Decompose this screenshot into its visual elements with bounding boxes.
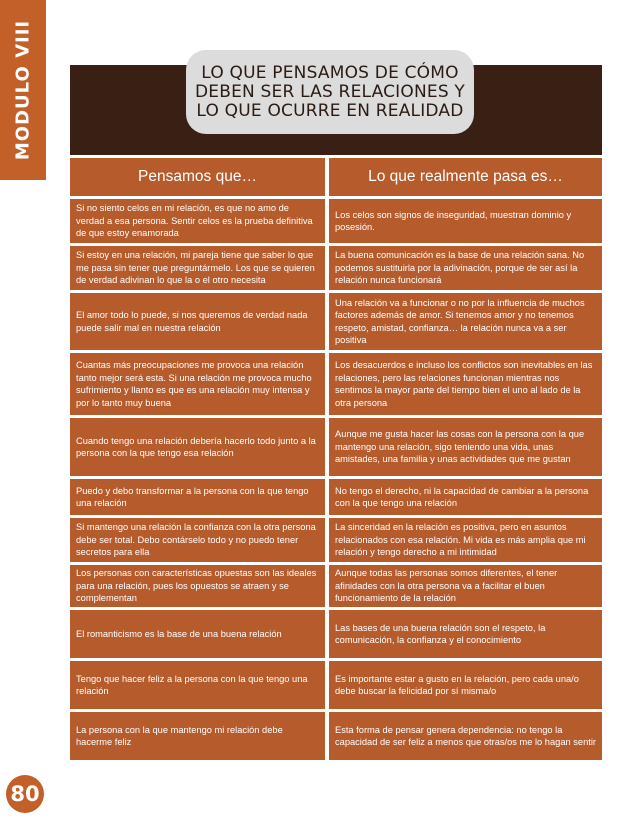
title-line-3: LO QUE OCURRE EN REALIDAD xyxy=(196,100,464,121)
belief-cell: La persona con la que mantengo mi relación debe hacerme feliz xyxy=(70,712,325,760)
table-row xyxy=(70,518,602,562)
table-row xyxy=(70,565,602,607)
module-label: MODULO VIII xyxy=(12,19,34,161)
reality-cell: Es importante estar a gusto en la relación, pero cada una/o debe buscar la felicidad por sí misma/o xyxy=(329,661,602,709)
column-header-left: Pensamos que… xyxy=(70,158,325,196)
reality-cell: Aunque me gusta hacer las cosas con la persona con la que mantengo una relación, sigo teniendo una vida, unas amistades, una familia y unas actividades que me gustan xyxy=(329,418,602,476)
table-header-row xyxy=(70,158,602,196)
reality-cell: No tengo el derecho, ni la capacidad de cambiar a la persona con la que tengo una relación xyxy=(329,479,602,515)
reality-cell: Una relación va a funcionar o no por la influencia de muchos factores además de amor. Si tenemos amor y no tenemos respeto, amistad, confianza… la relación nunca va a ser positiva xyxy=(329,293,602,350)
belief-cell: El amor todo lo puede, si nos queremos de verdad nada puede salir mal en nuestra relación xyxy=(70,293,325,350)
table-row xyxy=(70,199,602,243)
table-row xyxy=(70,712,602,760)
reality-cell: Esta forma de pensar genera dependencia: no tengo la capacidad de ser feliz a menos que otras/os me lo hagan sentir xyxy=(329,712,602,760)
table-row xyxy=(70,661,602,709)
table-row xyxy=(70,418,602,476)
title-line-1: LO QUE PENSAMOS DE CÓMO xyxy=(201,62,459,83)
reality-cell: La sinceridad en la relación es positiva, pero en asuntos relacionados con esa relación. Mi vida es más amplia que mi relación y tengo derecho a mi intimidad xyxy=(329,518,602,562)
belief-cell: Si mantengo una relación la confianza con la otra persona debe ser total. Debo contárselo todo y no puedo tener secretos para ella xyxy=(70,518,325,562)
table-row xyxy=(70,353,602,415)
reality-cell: Los celos son signos de inseguridad, muestran dominio y posesión. xyxy=(329,199,602,243)
belief-cell: El romanticismo es la base de una buena relación xyxy=(70,610,325,658)
column-header-right: Lo que realmente pasa es… xyxy=(329,158,602,196)
module-tab xyxy=(0,0,46,180)
reality-cell: Los desacuerdos e incluso los conflictos son inevitables en las relaciones, pero las relaciones funcionan mientras nos sentimos la mayor parte del tiempo bien el uno al lado de la otra persona xyxy=(329,353,602,415)
page-number: 80 xyxy=(6,775,44,813)
reality-cell: Las bases de una buena relación son el respeto, la comunicación, la confianza y el conocimiento xyxy=(329,610,602,658)
title-line-2: DEBEN SER LAS RELACIONES Y xyxy=(194,81,466,102)
belief-cell: Los personas con características opuestas son las ideales para una relación, pues los opuestos se atraen y se complementan xyxy=(70,565,325,607)
table-row xyxy=(70,246,602,290)
page-title xyxy=(186,50,474,134)
belief-cell: Cuantas más preocupaciones me provoca una relación tanto mejor será esta. Si una relación me provoca mucho sufrimiento y llanto es que es una relación muy intensa y por lo tanto muy buena xyxy=(70,353,325,415)
belief-cell: Tengo que hacer feliz a la persona con la que tengo una relación xyxy=(70,661,325,709)
table-row xyxy=(70,610,602,658)
reality-cell: La buena comunicación es la base de una relación sana. No podemos sustituirla por la adivinación, porque de ser así la relación nunca funcionará xyxy=(329,246,602,290)
reality-cell: Aunque todas las personas somos diferentes, el tener afinidades con la otra persona va a facilitar el buen funcionamiento de la relación xyxy=(329,565,602,607)
belief-cell: Si no siento celos en mi relación, es que no amo de verdad a esa persona. Sentir celos es la prueba definitiva de que estoy enamorada xyxy=(70,199,325,243)
table-row xyxy=(70,479,602,515)
belief-cell: Cuando tengo una relación debería hacerlo todo junto a la persona con la que tengo esa relación xyxy=(70,418,325,476)
belief-cell: Puedo y debo transformar a la persona con la que tengo una relación xyxy=(70,479,325,515)
table-row xyxy=(70,293,602,350)
comparison-table xyxy=(70,158,602,763)
belief-cell: Si estoy en una relación, mi pareja tiene que saber lo que me pasa sin tener que preguntármelo. Los que se quieren de verdad adivinan lo que la o el otro necesita xyxy=(70,246,325,290)
